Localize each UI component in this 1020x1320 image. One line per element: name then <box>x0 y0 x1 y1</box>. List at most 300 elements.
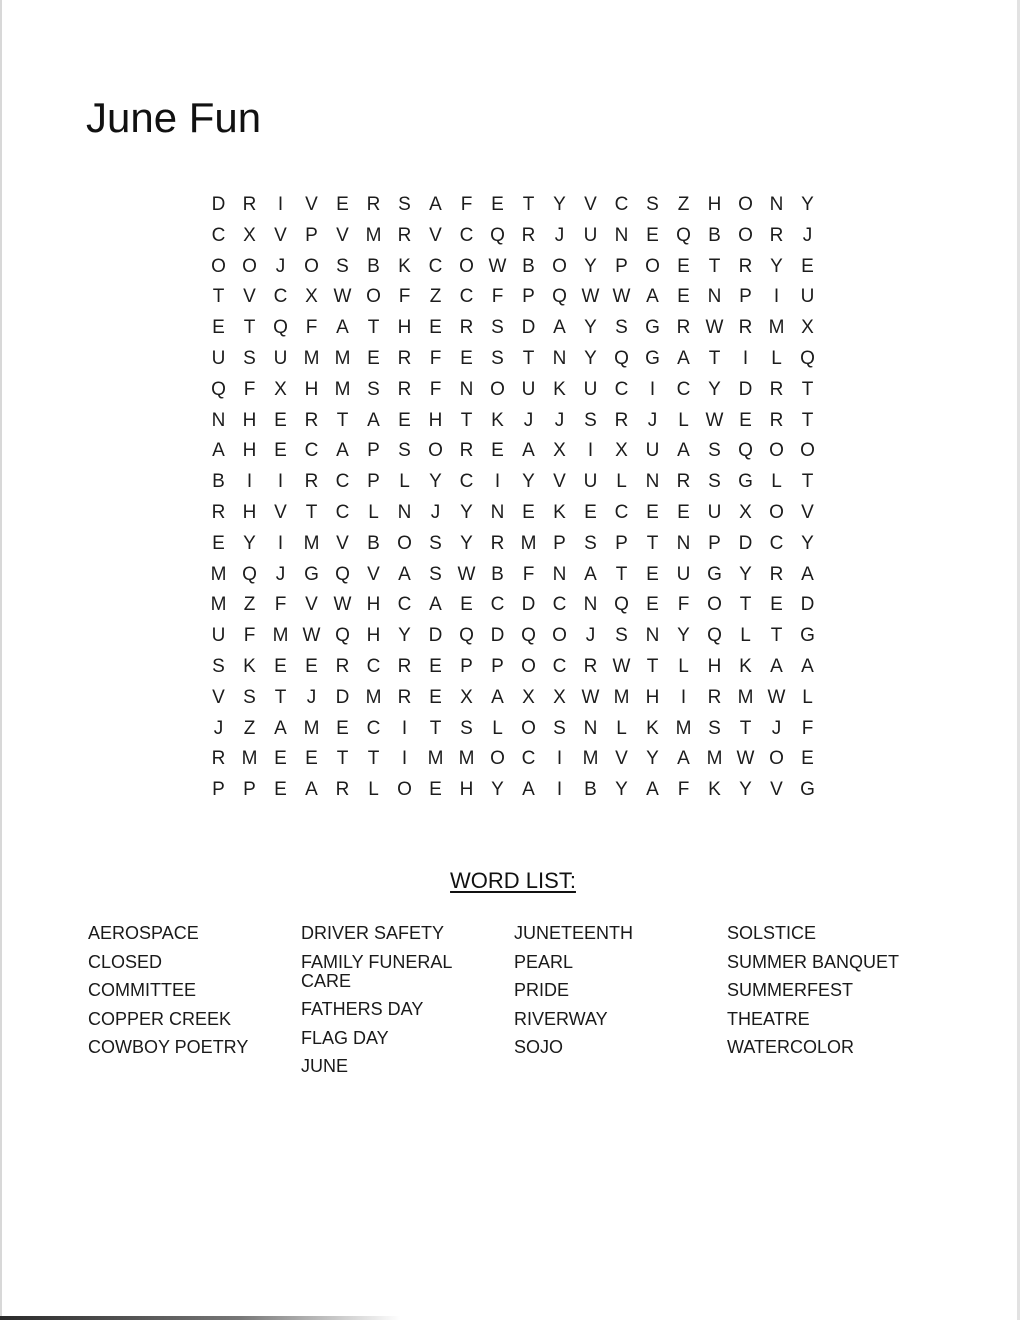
grid-letter: O <box>800 440 815 462</box>
grid-letter: P <box>367 440 380 462</box>
grid-letter: R <box>397 224 412 246</box>
grid-letter: A <box>646 779 659 801</box>
grid-letter: B <box>367 255 380 277</box>
grid-letter: A <box>584 563 597 585</box>
word-list-item: CLOSED <box>88 951 163 972</box>
grid-letter: F <box>522 563 535 585</box>
grid-letter: C <box>769 532 784 554</box>
grid-letter: Y <box>739 563 752 585</box>
grid-letter: C <box>211 224 226 246</box>
grid-letter: A <box>801 655 814 677</box>
grid-letter: M <box>706 748 723 770</box>
grid-letter: Q <box>335 563 350 585</box>
grid-letter: F <box>677 779 690 801</box>
grid-letter: N <box>614 224 629 246</box>
grid-letter: K <box>553 501 566 523</box>
grid-letter: P <box>739 286 752 308</box>
grid-letter: U <box>583 378 598 400</box>
grid-letter: O <box>304 255 319 277</box>
grid-letter: Y <box>770 255 783 277</box>
grid-letter: D <box>738 378 753 400</box>
grid-letter: L <box>368 779 379 801</box>
grid-letter: T <box>801 471 814 493</box>
grid-letter: V <box>367 563 380 585</box>
grid-letter: K <box>398 255 411 277</box>
grid-letter: Y <box>243 532 256 554</box>
grid-letter: M <box>458 748 475 770</box>
grid-letter: X <box>243 224 256 246</box>
grid-letter: L <box>616 471 627 493</box>
word-list-column-1 <box>88 924 298 1067</box>
grid-letter: B <box>708 224 721 246</box>
grid-letter: Q <box>211 378 226 400</box>
grid-letter: O <box>645 255 660 277</box>
grid-letter: E <box>274 748 287 770</box>
grid-letter: Z <box>429 286 442 308</box>
grid-letter: Y <box>646 748 659 770</box>
grid-letter: P <box>708 532 721 554</box>
grid-letter: P <box>615 255 628 277</box>
grid-letter: R <box>366 194 381 215</box>
grid-letter: S <box>429 532 442 554</box>
grid-letter: V <box>336 224 349 246</box>
grid-letter: H <box>242 440 257 462</box>
grid-letter: F <box>460 194 473 215</box>
grid-letter: M <box>210 563 227 585</box>
grid-letter: E <box>460 347 473 369</box>
grid-letter: Y <box>615 779 628 801</box>
grid-letter: N <box>211 409 226 431</box>
grid-letter: D <box>521 594 536 616</box>
grid-letter: X <box>615 440 628 462</box>
grid-letter: X <box>460 686 473 708</box>
grid-letter: J <box>523 409 534 431</box>
grid-letter: L <box>802 686 813 708</box>
grid-letter: O <box>366 286 381 308</box>
grid-letter: T <box>243 317 256 339</box>
grid-letter: W <box>488 255 507 277</box>
grid-letter: F <box>305 317 318 339</box>
grid-letter: D <box>428 625 443 647</box>
grid-letter: N <box>552 563 567 585</box>
grid-letter: U <box>521 378 536 400</box>
grid-letter: O <box>552 625 567 647</box>
scan-edge-left <box>0 0 2 1320</box>
grid-letter: R <box>335 655 350 677</box>
grid-letter: C <box>459 286 474 308</box>
grid-letter: N <box>645 471 660 493</box>
grid-letter: J <box>213 717 224 739</box>
grid-letter: I <box>556 748 563 770</box>
grid-letter: O <box>738 194 753 215</box>
word-list-item: JUNETEENTH <box>514 923 634 943</box>
grid-letter: P <box>491 655 504 677</box>
grid-letter: I <box>773 286 780 308</box>
grid-letter: S <box>491 317 504 339</box>
grid-letter: W <box>736 748 755 770</box>
grid-letter: R <box>676 317 691 339</box>
grid-letter: Q <box>707 625 722 647</box>
grid-letter: I <box>556 779 563 801</box>
word-list-item: COMMITTEE <box>88 980 196 1000</box>
grid-letter: M <box>334 347 351 369</box>
grid-letter: A <box>336 440 349 462</box>
grid-letter: A <box>274 717 287 739</box>
grid-letter: V <box>801 501 814 523</box>
grid-letter: M <box>334 378 351 400</box>
grid-letter: B <box>212 471 225 493</box>
grid-letter: X <box>553 440 566 462</box>
grid-letter: C <box>459 471 474 493</box>
grid-letter: H <box>707 194 722 215</box>
grid-letter: O <box>211 255 226 277</box>
grid-letter: Q <box>242 563 257 585</box>
grid-letter: Y <box>584 317 597 339</box>
grid-letter: O <box>490 748 505 770</box>
grid-letter: Q <box>738 440 753 462</box>
grid-letter: C <box>521 748 536 770</box>
grid-letter: L <box>492 717 503 739</box>
grid-letter: P <box>367 471 380 493</box>
grid-letter: N <box>490 501 505 523</box>
grid-letter: Y <box>460 532 473 554</box>
grid-letter: H <box>397 317 412 339</box>
grid-letter: V <box>212 686 225 708</box>
grid-letter: W <box>705 409 724 431</box>
grid-letter: I <box>246 471 253 493</box>
grid-letter: U <box>800 286 815 308</box>
grid-letter: R <box>397 686 412 708</box>
grid-letter: R <box>490 532 505 554</box>
grid-letter: L <box>771 347 782 369</box>
grid-letter: H <box>707 655 722 677</box>
grid-letter: I <box>401 717 408 739</box>
grid-letter: C <box>614 378 629 400</box>
grid-letter: A <box>770 655 783 677</box>
grid-letter: R <box>769 378 784 400</box>
grid-letter: O <box>769 501 784 523</box>
word-list-item: AEROSPACE <box>88 923 199 943</box>
grid-letter: Y <box>677 625 690 647</box>
grid-letter: E <box>305 748 318 770</box>
word-list-item: COPPER CREEK <box>88 1008 232 1029</box>
grid-letter: B <box>522 255 535 277</box>
grid-letter: F <box>677 594 690 616</box>
grid-letter: Y <box>522 471 535 493</box>
grid-letter: O <box>521 655 536 677</box>
grid-letter: Y <box>801 532 814 554</box>
grid-letter: C <box>335 501 350 523</box>
grid-letter: A <box>553 317 566 339</box>
grid-letter: I <box>494 471 501 493</box>
grid-letter: U <box>583 471 598 493</box>
grid-letter: V <box>274 224 287 246</box>
grid-letter: L <box>616 717 627 739</box>
grid-letter: E <box>367 347 380 369</box>
grid-letter: K <box>553 378 566 400</box>
grid-letter: S <box>491 347 504 369</box>
grid-letter: E <box>646 501 659 523</box>
grid-letter: U <box>273 347 288 369</box>
grid-letter: A <box>429 194 442 215</box>
grid-letter: V <box>243 286 256 308</box>
grid-letter: S <box>336 255 349 277</box>
grid-letter: R <box>707 686 722 708</box>
grid-letter: H <box>428 409 443 431</box>
grid-letter: M <box>210 594 227 616</box>
grid-letter: I <box>742 347 749 369</box>
grid-letter: B <box>491 563 504 585</box>
grid-letter: E <box>429 317 442 339</box>
grid-letter: J <box>275 563 286 585</box>
grid-letter: E <box>429 779 442 801</box>
grid-letter: E <box>522 501 535 523</box>
grid-letter: M <box>272 625 289 647</box>
grid-letter: P <box>615 532 628 554</box>
grid-letter: M <box>303 717 320 739</box>
grid-letter: M <box>365 686 382 708</box>
grid-letter: Q <box>614 347 629 369</box>
grid-letter: C <box>397 594 412 616</box>
grid-letter: I <box>587 440 594 462</box>
grid-letter: E <box>429 655 442 677</box>
grid-letter: G <box>645 317 660 339</box>
grid-letter: K <box>243 655 256 677</box>
grid-letter: S <box>553 717 566 739</box>
grid-letter: S <box>398 440 411 462</box>
grid-letter: Q <box>800 347 815 369</box>
grid-letter: P <box>553 532 566 554</box>
grid-letter: Q <box>552 286 567 308</box>
grid-letter: T <box>770 625 783 647</box>
grid-letter: O <box>242 255 257 277</box>
word-list-item: FAMILY FUNERAL CARE <box>301 951 452 991</box>
grid-letter: M <box>303 532 320 554</box>
grid-letter: Y <box>553 194 566 215</box>
grid-letter: A <box>522 779 535 801</box>
grid-letter: Q <box>614 594 629 616</box>
grid-letter: A <box>677 440 690 462</box>
grid-letter: T <box>274 686 287 708</box>
grid-letter: R <box>211 501 226 523</box>
grid-letter: C <box>273 286 288 308</box>
grid-letter: J <box>585 625 596 647</box>
grid-letter: G <box>707 563 722 585</box>
grid-letter: C <box>552 594 567 616</box>
grid-letter: L <box>740 625 751 647</box>
grid-letter: S <box>646 194 659 215</box>
word-list-item: WATERCOLOR <box>727 1037 855 1057</box>
grid-letter: P <box>460 655 473 677</box>
word-list-item: SOLSTICE <box>727 923 817 943</box>
grid-letter: B <box>584 779 597 801</box>
grid-letter: F <box>243 378 256 400</box>
grid-letter: X <box>274 378 287 400</box>
grid-letter: A <box>801 563 814 585</box>
grid-letter: T <box>336 409 349 431</box>
grid-letter: R <box>397 347 412 369</box>
grid-letter: R <box>676 471 691 493</box>
grid-letter: F <box>429 378 442 400</box>
grid-letter: F <box>274 594 287 616</box>
grid-letter: L <box>771 471 782 493</box>
grid-letter: C <box>304 440 319 462</box>
grid-letter: I <box>649 378 656 400</box>
grid-letter: M <box>427 748 444 770</box>
grid-letter: E <box>677 286 690 308</box>
grid-letter: T <box>801 409 814 431</box>
grid-letter: D <box>211 194 226 215</box>
grid-letter: C <box>552 655 567 677</box>
grid-letter: O <box>769 748 784 770</box>
grid-letter: Q <box>335 625 350 647</box>
word-list-item: THEATRE <box>727 1008 810 1029</box>
grid-letter: E <box>646 594 659 616</box>
grid-letter: A <box>677 748 690 770</box>
grid-letter: F <box>801 717 814 739</box>
word-list-column-4 <box>727 924 937 1067</box>
grid-letter: Q <box>676 224 691 246</box>
grid-letter: W <box>457 563 476 585</box>
grid-letter: K <box>708 779 721 801</box>
word-list-item: SUMMER BANQUET <box>727 951 900 972</box>
grid-letter: N <box>397 501 412 523</box>
grid-letter: R <box>521 224 536 246</box>
grid-letter: A <box>212 440 225 462</box>
grid-letter: C <box>676 378 691 400</box>
grid-letter: Y <box>584 255 597 277</box>
grid-letter: S <box>243 347 256 369</box>
grid-letter: T <box>708 347 721 369</box>
grid-letter: A <box>646 286 659 308</box>
grid-letter: Q <box>459 625 474 647</box>
grid-letter: J <box>275 255 286 277</box>
grid-letter: N <box>459 378 474 400</box>
grid-letter: Z <box>677 194 690 215</box>
grid-letter: C <box>335 471 350 493</box>
grid-letter: P <box>212 779 225 801</box>
grid-letter: J <box>802 224 813 246</box>
grid-letter: G <box>800 625 815 647</box>
word-list-heading: WORD LIST: <box>450 868 576 893</box>
grid-letter: X <box>522 686 535 708</box>
grid-letter: E <box>801 748 814 770</box>
grid-letter: W <box>333 594 352 616</box>
grid-letter: W <box>612 286 631 308</box>
grid-letter: T <box>212 286 225 308</box>
grid-letter: R <box>304 471 319 493</box>
grid-letter: I <box>401 748 408 770</box>
grid-letter: E <box>677 501 690 523</box>
grid-letter: U <box>211 347 226 369</box>
grid-letter: M <box>737 686 754 708</box>
grid-letter: M <box>520 532 537 554</box>
grid-letter: A <box>522 440 535 462</box>
grid-letter: T <box>522 347 535 369</box>
grid-letter: S <box>708 440 721 462</box>
grid-letter: G <box>645 347 660 369</box>
grid-letter: U <box>583 224 598 246</box>
grid-letter: D <box>800 594 815 616</box>
grid-letter: O <box>397 532 412 554</box>
grid-letter: T <box>336 748 349 770</box>
grid-letter: R <box>583 655 598 677</box>
grid-letter: R <box>738 317 753 339</box>
grid-letter: F <box>243 625 256 647</box>
grid-letter: V <box>305 594 318 616</box>
grid-letter: C <box>490 594 505 616</box>
grid-letter: A <box>429 594 442 616</box>
grid-letter: M <box>365 224 382 246</box>
grid-letter: O <box>428 440 443 462</box>
grid-letter: E <box>274 440 287 462</box>
grid-letter: Q <box>490 224 505 246</box>
grid-letter: U <box>676 563 691 585</box>
grid-letter: X <box>801 317 814 339</box>
grid-letter: G <box>800 779 815 801</box>
grid-letter: S <box>615 317 628 339</box>
grid-letter: Y <box>460 501 473 523</box>
word-list-column-2 <box>301 924 511 1086</box>
grid-letter: E <box>801 255 814 277</box>
grid-letter: W <box>705 317 724 339</box>
grid-letter: T <box>367 317 380 339</box>
grid-letter: I <box>277 194 284 215</box>
grid-letter: T <box>708 255 721 277</box>
grid-letter: P <box>305 224 318 246</box>
grid-letter: A <box>491 686 504 708</box>
grid-letter: E <box>677 255 690 277</box>
grid-letter: E <box>212 532 225 554</box>
grid-letter: T <box>367 748 380 770</box>
grid-letter: V <box>274 501 287 523</box>
grid-letter: T <box>739 717 752 739</box>
grid-letter: E <box>584 501 597 523</box>
grid-letter: S <box>460 717 473 739</box>
word-list-item: JUNE <box>301 1056 349 1076</box>
grid-letter: M <box>241 748 258 770</box>
grid-letter: D <box>490 625 505 647</box>
grid-letter: O <box>521 717 536 739</box>
grid-letter: K <box>646 717 659 739</box>
grid-letter: N <box>645 625 660 647</box>
grid-letter: R <box>242 194 257 215</box>
grid-letter: W <box>581 286 600 308</box>
word-list-item: FLAG DAY <box>301 1027 389 1048</box>
grid-letter: X <box>553 686 566 708</box>
grid-letter: S <box>243 686 256 708</box>
grid-letter: Y <box>708 378 721 400</box>
grid-letter: J <box>771 717 782 739</box>
grid-letter: V <box>429 224 442 246</box>
grid-letter: R <box>211 748 226 770</box>
grid-letter: R <box>738 255 753 277</box>
grid-letter: V <box>305 194 318 215</box>
grid-letter: M <box>675 717 692 739</box>
grid-letter: E <box>460 594 473 616</box>
grid-letter: C <box>366 717 381 739</box>
word-list-item: SUMMERFEST <box>727 980 853 1000</box>
grid-letter: Z <box>243 717 256 739</box>
word-list-item: COWBOY POETRY <box>88 1037 249 1057</box>
grid-letter: T <box>305 501 318 523</box>
grid-letter: O <box>769 440 784 462</box>
grid-letter: V <box>336 532 349 554</box>
grid-letter: K <box>491 409 504 431</box>
grid-letter: A <box>305 779 318 801</box>
grid-letter: M <box>582 748 599 770</box>
grid-letter: E <box>398 409 411 431</box>
